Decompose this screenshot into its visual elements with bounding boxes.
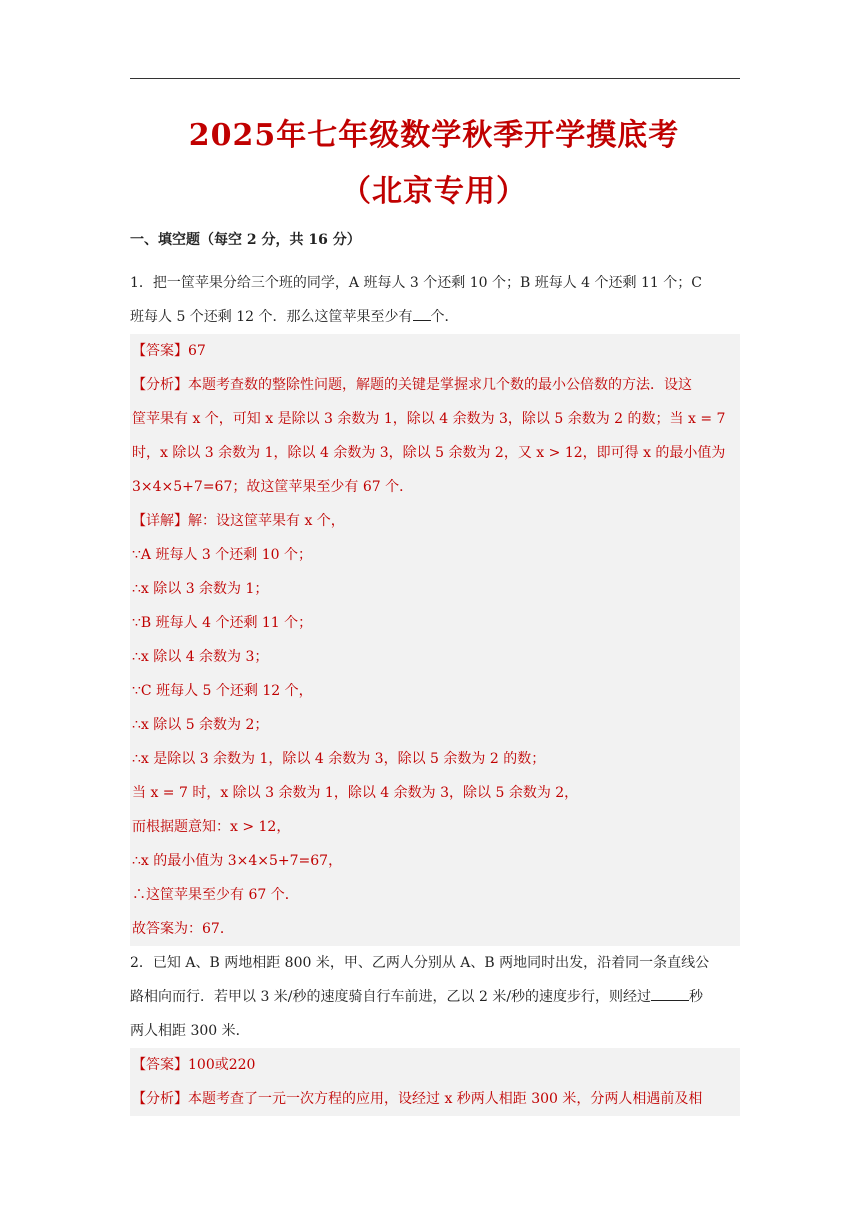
detail-line: ∴x 的最小值为 3×4×5+7=67， <box>132 853 343 869</box>
question-1-text-after-blank: 个． <box>430 309 459 325</box>
analysis-line: 时，x 除以 3 余数为 1，除以 4 余数为 3，除以 5 余数为 2，又 x > 12，即可得 x 的最小值为 <box>132 445 726 461</box>
analysis-line: 【分析】本题考查了一元一次方程的应用，设经过 x 秒两人相距 300 米，分两人相遇前及相 <box>132 1091 703 1107</box>
question-2-line-3: 两人相距 300 米． <box>130 1023 250 1039</box>
detail-line: ∴x 除以 3 余数为 1； <box>132 581 269 597</box>
detail-line: ∴这筐苹果至少有 67 个． <box>132 887 299 903</box>
detail-line: ∴x 除以 5 余数为 2； <box>132 717 269 733</box>
detail-line: ∵C 班每人 5 个还剩 12 个， <box>132 683 313 699</box>
detail-line: ∵B 班每人 4 个还剩 11 个； <box>132 615 313 631</box>
answer-line: 【答案】67 <box>132 343 206 359</box>
detail-line: ∴x 除以 4 余数为 3； <box>132 649 269 665</box>
answer-line: 【答案】100或220 <box>132 1057 256 1073</box>
question-1-line-1: 1．把一筐苹果分给三个班的同学，A 班每人 3 个还剩 10 个；B 班每人 4 个还剩 11 个；C <box>130 275 702 291</box>
question-2 <box>130 946 740 1048</box>
detail-line: ∵A 班每人 3 个还剩 10 个； <box>132 547 312 563</box>
analysis-line: 筐苹果有 x 个，可知 x 是除以 3 余数为 1，除以 4 余数为 3，除以 5 余数为 2 的数；当 x = 7 <box>132 411 726 427</box>
header-rule <box>130 78 740 79</box>
detail-line: ∴x 是除以 3 余数为 1，除以 4 余数为 3，除以 5 余数为 2 的数； <box>132 751 546 767</box>
question-2-line-2 <box>130 980 740 1014</box>
question-1-line-2 <box>130 300 740 334</box>
page-subtitle: （北京专用） <box>341 174 527 209</box>
analysis-line: 【分析】本题考查数的整除性问题，解题的关键是掌握求几个数的最小公倍数的方法．设这 <box>132 377 692 393</box>
question-2-solution <box>130 1048 740 1116</box>
detail-line: 【详解】解：设这筐苹果有 x 个， <box>132 513 345 529</box>
question-1-solution <box>130 334 740 946</box>
question-2-text-after-blank: 秒 <box>689 989 704 1005</box>
detail-line: 而根据题意知：x > 12， <box>132 819 291 835</box>
answer-blank <box>651 986 689 1001</box>
answer-blank <box>413 306 431 321</box>
section-heading: 一、填空题（每空 2 分，共 16 分） <box>130 232 361 248</box>
question-2-text-before-blank: 路相向而行．若甲以 3 米/秒的速度骑自行车前进，乙以 2 米/秒的速度步行，则经过 <box>130 989 652 1005</box>
question-1 <box>130 266 740 334</box>
analysis-line: 3×4×5+7=67；故这筐苹果至少有 67 个． <box>132 479 414 495</box>
question-1-text-before-blank: 班每人 5 个还剩 12 个．那么这筐苹果至少有 <box>130 309 413 325</box>
question-2-line-1: 2．已知 A、B 两地相距 800 米，甲、乙两人分别从 A、B 两地同时出发，沿着同一条直线公 <box>130 955 710 971</box>
detail-line: 当 x = 7 时，x 除以 3 余数为 1，除以 4 余数为 3，除以 5 余数为 2， <box>132 785 579 801</box>
detail-line: 故答案为：67． <box>132 921 234 937</box>
page-title: 2025年七年级数学秋季开学摸底考 <box>188 118 680 153</box>
document-body <box>130 226 740 1116</box>
